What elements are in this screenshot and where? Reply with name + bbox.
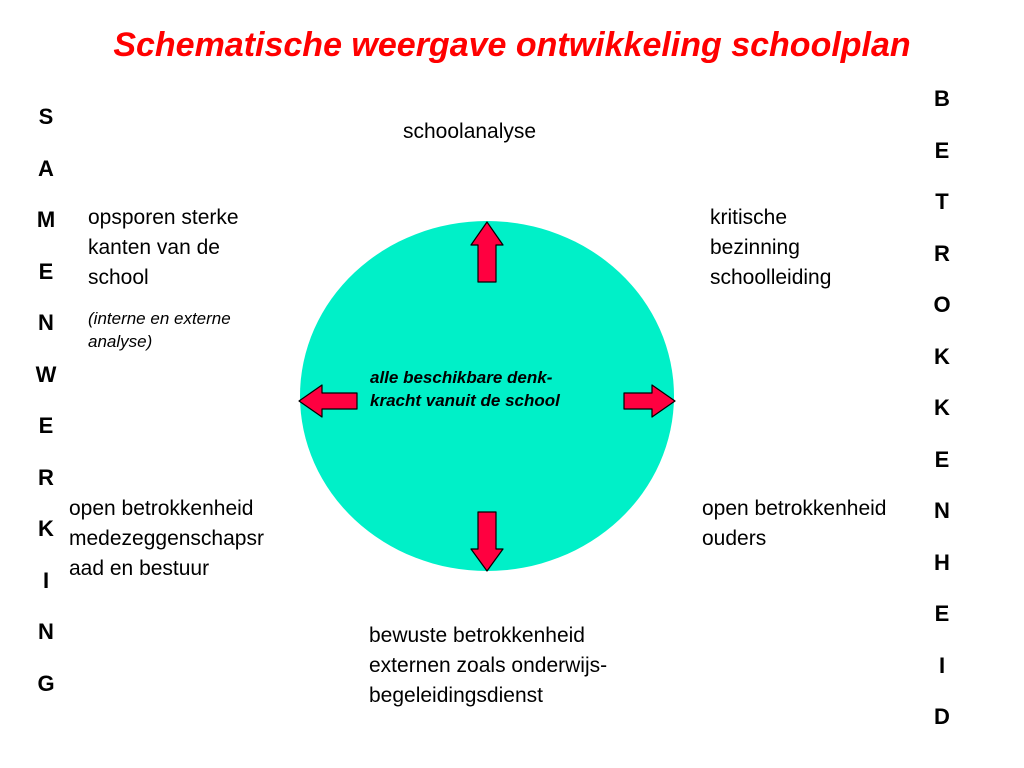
label-line: bewuste betrokkenheid: [369, 624, 585, 647]
letter: N: [38, 619, 54, 644]
label-line: school: [88, 266, 149, 289]
letter: A: [38, 155, 54, 181]
center-line: kracht vanuit de school: [370, 391, 560, 410]
label-line: kritische: [710, 206, 788, 229]
label-line: open betrokkenheid: [702, 497, 887, 520]
note-line: analyse): [88, 332, 153, 351]
circle-center-text: [370, 366, 560, 412]
letter: W: [35, 361, 57, 387]
letter: E: [934, 446, 950, 472]
label-schoolanalyse: schoolanalyse: [403, 120, 537, 143]
letter: E: [934, 601, 950, 626]
label-line: schoolleiding: [710, 266, 832, 289]
note-line: (interne en externe: [88, 309, 231, 328]
center-line: alle beschikbare denk-: [370, 368, 553, 387]
label-line: begeleidingsdienst: [369, 684, 543, 707]
label-line: kanten van de: [88, 236, 220, 259]
letter: R: [38, 464, 54, 490]
letter: M: [36, 207, 56, 232]
letter: E: [934, 137, 950, 163]
label-line: bezinning: [710, 236, 800, 259]
letter: I: [938, 652, 946, 678]
letter: N: [38, 310, 54, 335]
letter: E: [38, 258, 54, 284]
letter: R: [934, 240, 950, 266]
letter: K: [934, 395, 950, 420]
letter: G: [37, 670, 55, 696]
label-line: ouders: [702, 527, 767, 550]
letter: I: [42, 567, 50, 593]
page-title: Schematische weergave ontwikkeling schoolplan: [113, 26, 911, 64]
letter: T: [935, 189, 949, 214]
letter: K: [38, 516, 54, 541]
letter: K: [934, 343, 950, 369]
letter: H: [934, 549, 950, 575]
label-line: open betrokkenheid: [69, 497, 254, 520]
letter: O: [933, 292, 951, 317]
label-line: aad en bestuur: [69, 557, 210, 580]
label-line: externen zoals onderwijs-: [369, 654, 608, 677]
letter: B: [934, 86, 950, 111]
label-line: opsporen sterke: [88, 206, 239, 229]
letter: N: [934, 498, 950, 523]
letter: D: [934, 704, 950, 729]
letter: E: [38, 413, 54, 438]
letter: S: [38, 104, 54, 129]
label-line: medezeggenschapsr: [69, 527, 264, 550]
